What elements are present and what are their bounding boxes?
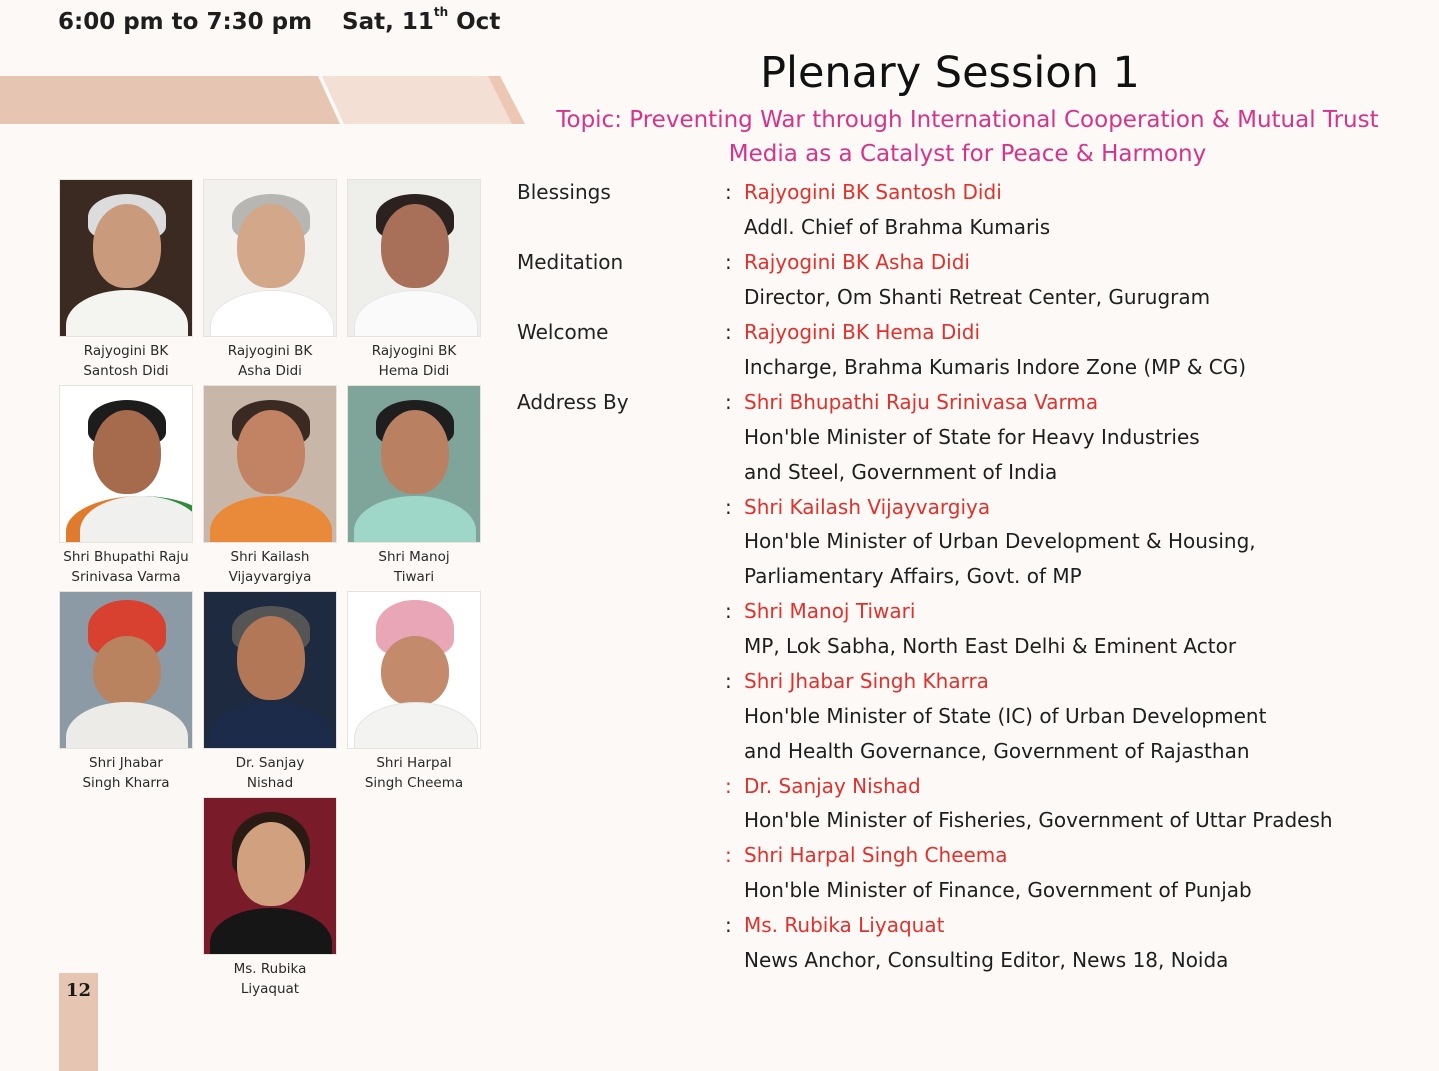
speaker-name: Rajyogini BK Hema Didi <box>744 320 981 344</box>
speaker-name: Shri Manoj Tiwari <box>744 599 916 623</box>
speaker-card <box>203 797 337 999</box>
speaker-designation: and Health Governance, Government of Rajasthan <box>744 739 1250 763</box>
speaker-designation: Incharge, Brahma Kumaris Indore Zone (MP & CG) <box>744 355 1247 379</box>
separator-colon: : <box>725 320 732 344</box>
speaker-designation: Hon'ble Minister of State (IC) of Urban Development <box>744 704 1267 728</box>
separator-colon: : <box>725 495 732 519</box>
speaker-designation: Hon'ble Minister of Urban Development & Housing, <box>744 529 1256 553</box>
speaker-photo <box>347 591 481 749</box>
speaker-card <box>59 385 193 587</box>
page-number: 12 <box>65 980 92 1001</box>
speaker-card <box>59 179 193 381</box>
speaker-name: Ms. Rubika Liyaquat <box>744 913 945 937</box>
session-subtopic: Media as a Catalyst for Peace & Harmony <box>728 141 1207 167</box>
separator-colon: : <box>725 250 732 274</box>
speaker-photo <box>347 385 481 543</box>
speaker-name: Rajyogini BK Santosh Didi <box>744 180 1002 204</box>
speaker-photo <box>203 591 337 749</box>
page-number-tab <box>59 973 98 1071</box>
speaker-photo <box>59 591 193 749</box>
speaker-caption: Ms. Rubika Liyaquat <box>233 961 307 997</box>
speaker-card <box>347 385 481 587</box>
speaker-designation: Addl. Chief of Brahma Kumaris <box>744 215 1051 239</box>
speaker-caption: Rajyogini BK Hema Didi <box>371 343 457 379</box>
speaker-name: Shri Jhabar Singh Kharra <box>744 669 989 693</box>
speaker-designation: MP, Lok Sabha, North East Delhi & Eminent Actor <box>744 634 1237 658</box>
speaker-caption: Shri Jhabar Singh Kharra <box>82 755 170 791</box>
session-date: Sat, 11th Oct <box>342 5 501 35</box>
speaker-name: Dr. Sanjay Nishad <box>744 774 921 798</box>
separator-colon: : <box>725 913 732 937</box>
speaker-name: Shri Harpal Singh Cheema <box>744 843 1008 867</box>
speaker-designation: Hon'ble Minister of State for Heavy Industries <box>744 425 1200 449</box>
speaker-photo <box>347 179 481 337</box>
speaker-caption: Rajyogini BK Asha Didi <box>227 343 313 379</box>
speaker-caption: Dr. Sanjay Nishad <box>235 755 305 791</box>
speaker-photo <box>203 385 337 543</box>
speaker-photo <box>59 385 193 543</box>
speaker-designation: News Anchor, Consulting Editor, News 18, Noida <box>744 948 1229 972</box>
separator-colon: : <box>725 599 732 623</box>
speaker-card <box>203 179 337 381</box>
session-time: 6:00 pm to 7:30 pm <box>58 9 313 35</box>
separator-colon: : <box>725 180 732 204</box>
speaker-photo <box>203 797 337 955</box>
speaker-card <box>203 385 337 587</box>
speaker-designation: Director, Om Shanti Retreat Center, Gurugram <box>744 285 1211 309</box>
speaker-designation: Hon'ble Minister of Finance, Government of Punjab <box>744 878 1252 902</box>
speaker-caption: Rajyogini BK Santosh Didi <box>83 343 169 379</box>
speaker-caption: Shri Manoj Tiwari <box>378 549 450 585</box>
speaker-name: Rajyogini BK Asha Didi <box>744 250 970 274</box>
label-meditation: Meditation <box>517 250 624 274</box>
speaker-designation: and Steel, Government of India <box>744 460 1058 484</box>
speaker-photo <box>203 179 337 337</box>
separator-colon: : <box>725 843 732 867</box>
speaker-caption: Shri Kailash Vijayvargiya <box>228 549 312 585</box>
separator-colon: : <box>725 669 732 693</box>
label-welcome: Welcome <box>517 320 609 344</box>
speaker-card <box>347 179 481 381</box>
label-address-by: Address By <box>517 390 629 414</box>
separator-colon: : <box>725 774 732 798</box>
page-title: Plenary Session 1 <box>760 48 1140 98</box>
separator-colon: : <box>725 390 732 414</box>
speaker-photo <box>59 179 193 337</box>
speaker-card <box>347 591 481 793</box>
speaker-designation: Hon'ble Minister of Fisheries, Government of Uttar Pradesh <box>744 808 1333 832</box>
speaker-name: Shri Bhupathi Raju Srinivasa Varma <box>744 390 1099 414</box>
session-time-band <box>0 76 525 124</box>
session-topic: Topic: Preventing War through International Cooperation & Mutual Trust <box>556 107 1379 133</box>
speaker-card <box>203 591 337 793</box>
speaker-name: Shri Kailash Vijayvargiya <box>744 495 991 519</box>
speaker-card <box>59 591 193 793</box>
speaker-caption: Shri Bhupathi Raju Srinivasa Varma <box>63 549 189 585</box>
speaker-designation: Parliamentary Affairs, Govt. of MP <box>744 564 1082 588</box>
label-blessings: Blessings <box>517 180 611 204</box>
time-band-segment <box>0 76 340 124</box>
speaker-caption: Shri Harpal Singh Cheema <box>364 755 464 791</box>
